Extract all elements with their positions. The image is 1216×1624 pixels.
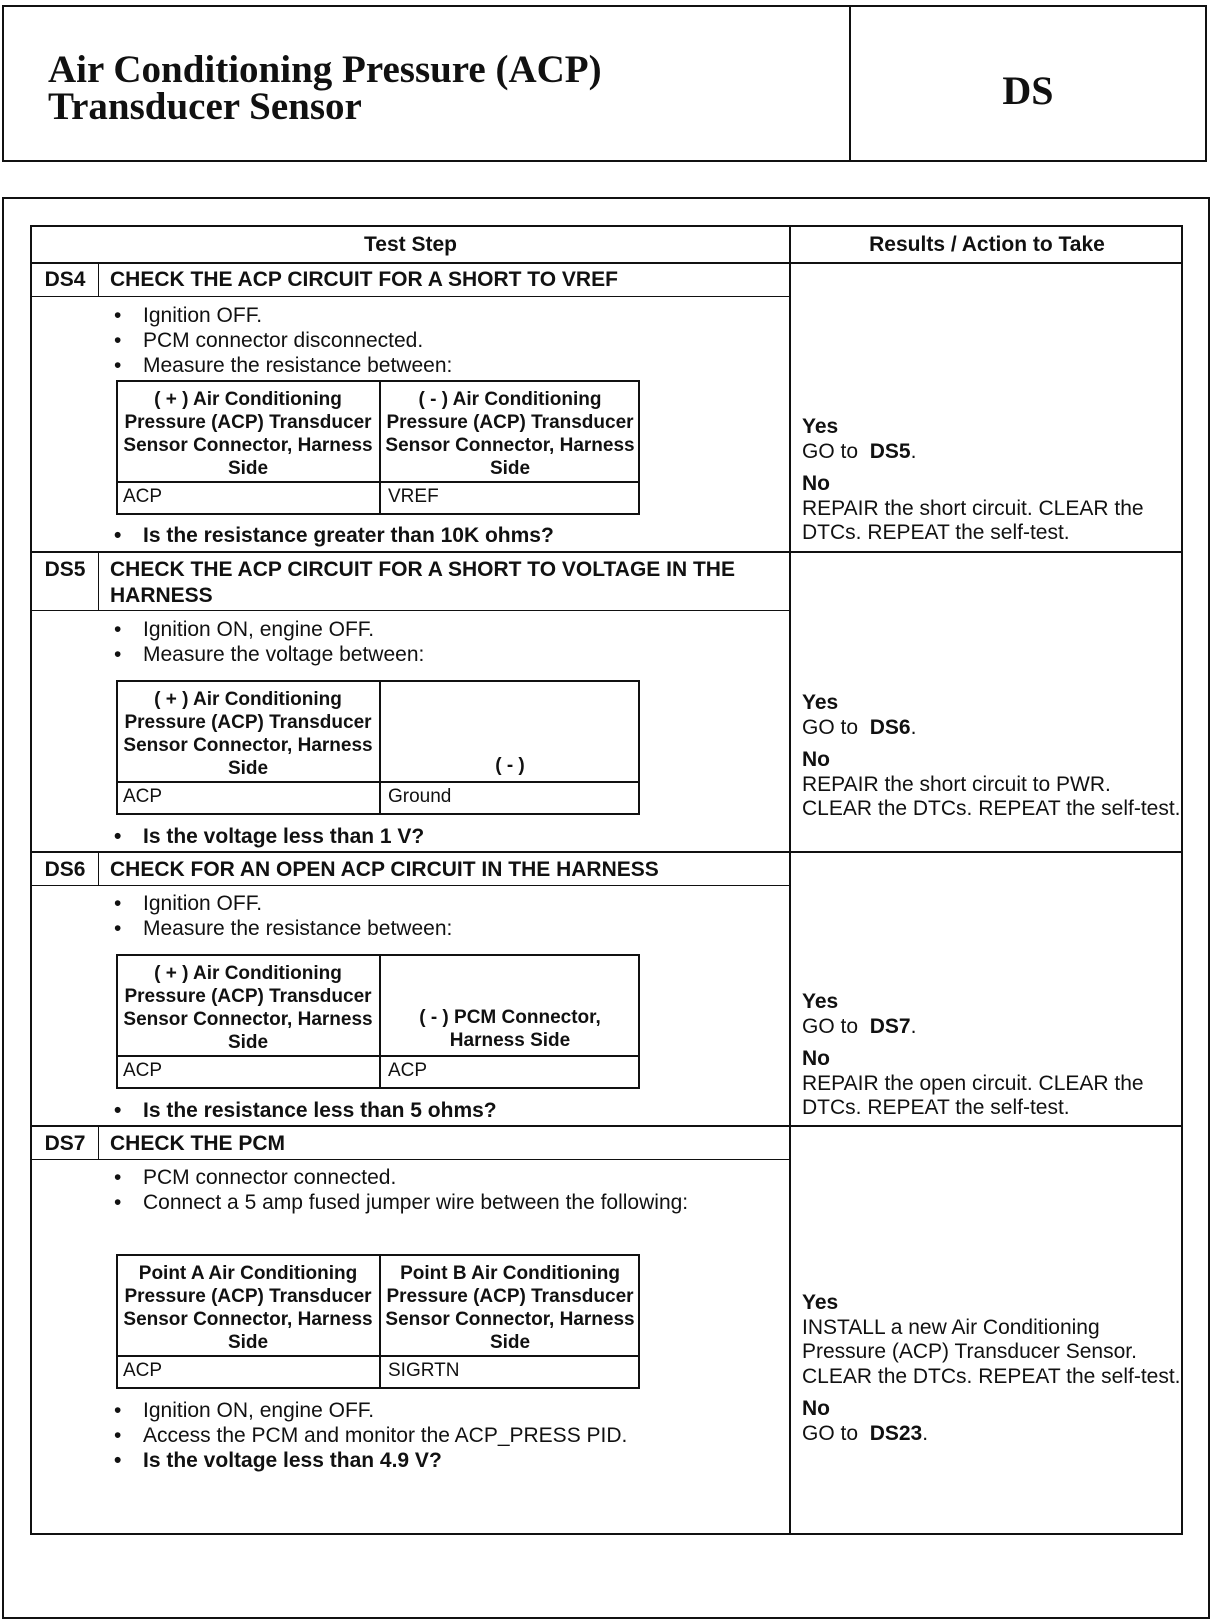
meas-header-positive: ( + ) Air Conditioning Pressure (ACP) Transducer Sensor Connector, Harness Side <box>123 689 373 779</box>
step-instructions <box>112 891 772 941</box>
meas-value-point-a: ACP <box>123 1360 163 1381</box>
yes-step-ref: DS7 <box>869 1014 911 1038</box>
meas-divider <box>118 1355 638 1357</box>
instruction: • Connect a 5 amp fused jumper wire between the following: <box>112 1190 772 1215</box>
step-results <box>802 415 1182 546</box>
step-title: CHECK THE ACP CIRCUIT FOR A SHORT TO VREF <box>110 268 618 291</box>
step-question <box>112 824 772 849</box>
no-step-ref: DS23 <box>869 1421 923 1445</box>
yes-action: GO to DS6. <box>802 715 917 739</box>
step-divider <box>32 1125 1181 1127</box>
step-id-divider <box>98 552 99 610</box>
meas-value-positive: ACP <box>123 1060 163 1081</box>
step-title-divider <box>32 610 790 611</box>
diagnostic-table <box>30 225 1183 1535</box>
instruction: • Measure the voltage between: <box>112 642 772 667</box>
step-divider <box>32 851 1181 853</box>
yes-text: GO to <box>802 1014 859 1038</box>
no-label: No <box>802 1047 830 1070</box>
no-label: No <box>802 472 830 495</box>
step-id-divider <box>98 263 99 296</box>
meas-divider <box>118 1055 638 1057</box>
no-action: REPAIR the open circuit. CLEAR the DTCs. REPEAT the self-test. <box>802 1071 1144 1119</box>
no-text: GO to <box>802 1421 859 1445</box>
yes-label: Yes <box>802 691 839 714</box>
no-label: No <box>802 748 830 771</box>
title-line-2: Transducer Sensor <box>48 85 362 128</box>
measurement-table <box>116 380 640 515</box>
meas-value-negative: VREF <box>379 483 439 515</box>
instruction: • Ignition ON, engine OFF. <box>112 1398 772 1423</box>
instruction: • PCM connector disconnected. <box>112 328 772 353</box>
step-id: DS7 <box>44 1132 86 1155</box>
meas-header-positive: ( + ) Air Conditioning Pressure (ACP) Transducer Sensor Connector, Harness Side <box>123 389 373 479</box>
no-action: REPAIR the short circuit to PWR. CLEAR the DTCs. REPEAT the self-test. <box>802 772 1181 820</box>
step-id: DS5 <box>44 558 86 581</box>
step-instructions <box>112 617 772 667</box>
yes-text: GO to <box>802 715 859 739</box>
measurement-table <box>116 954 640 1089</box>
no-action: REPAIR the short circuit. CLEAR the DTCs. REPEAT the self-test. <box>802 496 1144 544</box>
measurement-table <box>116 680 640 815</box>
step-results <box>802 990 1182 1121</box>
yes-step-ref: DS5 <box>869 439 911 463</box>
step-id-divider <box>98 1126 99 1159</box>
column-header-results: Results / Action to Take <box>869 233 1105 256</box>
section-code: DS <box>1002 68 1054 113</box>
instruction: • Ignition OFF. <box>112 303 772 328</box>
instruction: • Ignition OFF. <box>112 891 772 916</box>
meas-value-point-b: SIGRTN <box>379 1357 459 1389</box>
yes-text: GO to <box>802 439 859 463</box>
instruction: • Ignition ON, engine OFF. <box>112 617 772 642</box>
step-results <box>802 1291 1182 1446</box>
step-title: CHECK THE ACP CIRCUIT FOR A SHORT TO VOLTAGE IN THE HARNESS <box>110 558 735 607</box>
step-title-divider <box>32 1159 790 1160</box>
step-title: CHECK FOR AN OPEN ACP CIRCUIT IN THE HARNESS <box>110 858 659 881</box>
step-results <box>802 691 1182 822</box>
no-label: No <box>802 1397 830 1420</box>
meas-header-negative: ( - ) Air Conditioning Pressure (ACP) Transducer Sensor Connector, Harness Side <box>379 382 639 513</box>
step-id: DS4 <box>44 268 86 291</box>
yes-label: Yes <box>802 1291 839 1314</box>
instruction: • Measure the resistance between: <box>112 353 772 378</box>
measurement-table <box>116 1254 640 1389</box>
step-instructions <box>112 1165 772 1215</box>
step-instructions-after <box>112 1398 772 1473</box>
meas-value-positive: ACP <box>123 486 163 507</box>
instruction: • Measure the resistance between: <box>112 916 772 941</box>
meas-value-negative: ACP <box>379 1057 427 1089</box>
meas-header-point-b: Point B Air Conditioning Pressure (ACP) Transducer Sensor Connector, Harness Side <box>379 1256 639 1387</box>
step-id-divider <box>98 852 99 885</box>
meas-value-negative: Ground <box>379 783 451 815</box>
yes-action: GO to DS5. <box>802 439 917 463</box>
header-divider-line <box>32 262 1181 264</box>
no-action: GO to DS23. <box>802 1421 929 1445</box>
question: • Is the resistance greater than 10K ohms? <box>112 523 772 548</box>
meas-divider <box>118 481 638 483</box>
meas-header-point-a: Point A Air Conditioning Pressure (ACP) Transducer Sensor Connector, Harness Side <box>123 1263 373 1353</box>
yes-step-ref: DS6 <box>869 715 911 739</box>
question: • Is the voltage less than 4.9 V? <box>112 1448 772 1473</box>
yes-action: GO to DS7. <box>802 1014 917 1038</box>
meas-header-negative: ( - ) PCM Connector, Harness Side <box>379 956 639 1087</box>
meas-header-positive: ( + ) Air Conditioning Pressure (ACP) Transducer Sensor Connector, Harness Side <box>123 963 373 1053</box>
instruction: • Access the PCM and monitor the ACP_PRESS PID. <box>112 1423 772 1448</box>
step-question <box>112 523 772 548</box>
instruction: • PCM connector connected. <box>112 1165 772 1190</box>
step-question <box>112 1098 772 1123</box>
page-title <box>48 48 602 128</box>
step-title-divider <box>32 296 790 297</box>
page-header <box>2 5 1207 162</box>
yes-label: Yes <box>802 990 839 1013</box>
meas-value-positive: ACP <box>123 786 163 807</box>
question: • Is the voltage less than 1 V? <box>112 824 772 849</box>
yes-label: Yes <box>802 415 839 438</box>
column-divider <box>789 227 791 1533</box>
step-title: CHECK THE PCM <box>110 1132 286 1155</box>
step-instructions <box>112 303 772 378</box>
column-header-test-step: Test Step <box>364 233 457 256</box>
question: • Is the resistance less than 5 ohms? <box>112 1098 772 1123</box>
step-divider <box>32 551 1181 553</box>
yes-action: INSTALL a new Air Conditioning Pressure (ACP) Transducer Sensor. CLEAR the DTCs. REPEAT the self-test. <box>802 1315 1181 1388</box>
step-id: DS6 <box>44 858 86 881</box>
step-title-divider <box>32 885 790 886</box>
title-line-1: Air Conditioning Pressure (ACP) <box>48 48 602 91</box>
meas-header-negative: ( - ) <box>379 682 639 813</box>
meas-divider <box>118 781 638 783</box>
